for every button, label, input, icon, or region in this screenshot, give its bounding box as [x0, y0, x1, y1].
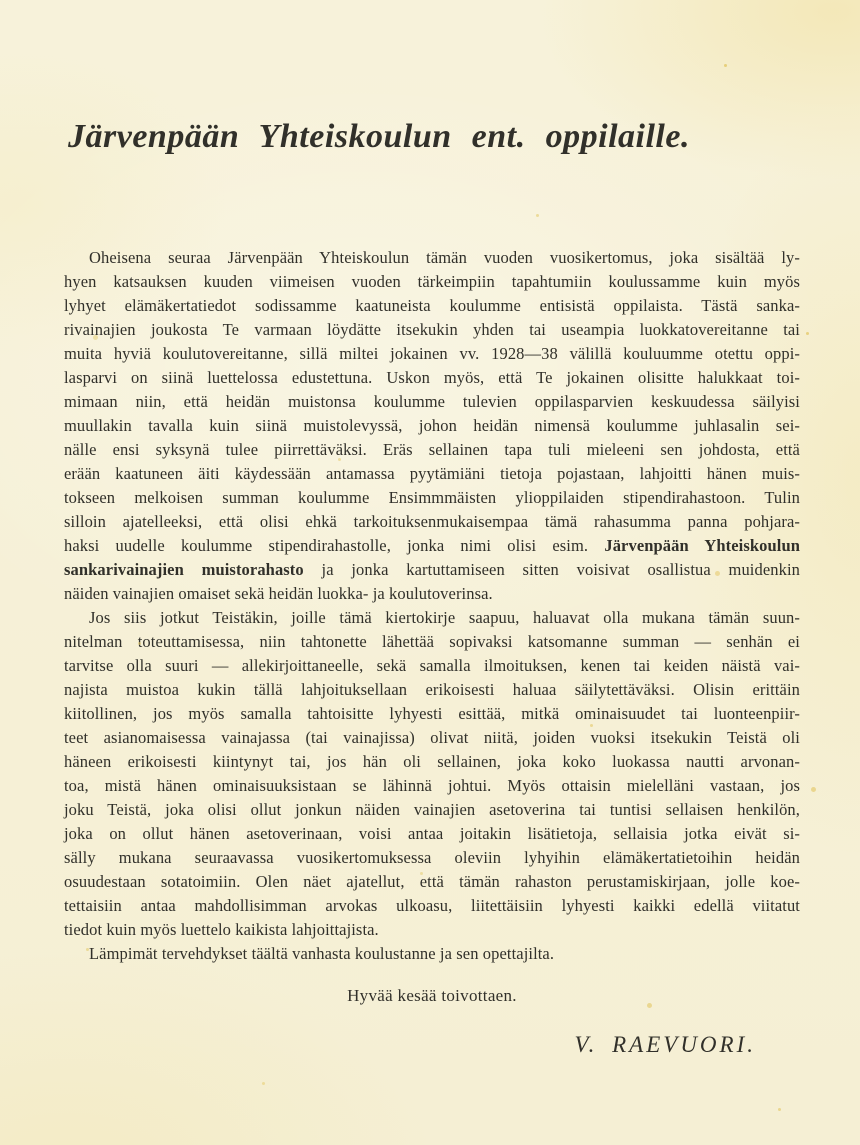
text-line [64, 414, 800, 438]
text-line [64, 294, 800, 318]
text-line [64, 462, 800, 486]
bold-text-segment: Järvenpään Yhteiskoulun [604, 536, 800, 555]
text-segment: Lämpimät tervehdykset täältä vanhasta koulustanne ja sen opettajilta. [89, 944, 555, 963]
text-segment: kiitollinen, jos myös samalla tahtoisitte lyhyesti esittää, mitkä ominaisuudet tai luonteenpiir- [64, 704, 800, 723]
text-segment: sälly mukana seuraavassa vuosikertomuksessa oleviin lyhyihin elämäkertatietoihin heidän [64, 848, 800, 867]
text-line [64, 438, 800, 462]
closing-line: Hyvää kesää toivottaen. [347, 986, 517, 1005]
signature: V. RAEVUORI. [574, 1032, 756, 1057]
text-segment: muita hyviä koulutovereitanne, sillä miltei jokainen vv. 1928—38 välillä kouluumme otettu oppi- [64, 344, 800, 363]
paragraph [64, 246, 800, 606]
text-line [64, 630, 800, 654]
text-segment: joku Teistä, joka olisi ollut jonkun näiden vainajien asetoverina tai tuntisi sellaisen henkilön, [64, 800, 800, 819]
text-segment: nitelman toteuttamisessa, niin tahtonette lähettää sopivaksi katsomanne summan — senhän ei [64, 632, 800, 651]
text-segment: hyen katsauksen kuuden viimeisen vuoden tärkeimpiin tapahtumiin koulussamme kuin myös [64, 272, 800, 291]
text-segment: muullakin tavalla kuin siinä muistolevyssä, johon heidän nimensä koulumme juhlasalin sei- [64, 416, 800, 435]
text-line [64, 894, 800, 918]
text-line [64, 942, 800, 966]
text-line [64, 558, 800, 582]
text-segment: lyhyet elämäkertatiedot sodissamme kaatuneista koulumme entisistä oppilaista. Tästä sanka- [64, 296, 800, 315]
text-segment: toa, mistä hänen ominaisuuksistaan se lähinnä johtui. Myös ottaisin mielelläni vastaan, jos [64, 776, 800, 795]
text-line [64, 654, 800, 678]
text-line [64, 678, 800, 702]
text-line [64, 846, 800, 870]
text-segment: nälle ensi syksynä tulee piirrettäväksi. Eräs sellainen tapa tuli mieleeni sen johdosta, että [64, 440, 800, 459]
text-line [64, 366, 800, 390]
text-segment: tettaisiin antaa mahdollisimman arvokas ulkoasu, liitettäisiin lyhyesti kaikki edellä viitatut [64, 896, 800, 915]
text-segment: ja jonka kartuttamiseen sitten voisivat osallistua muidenkin [303, 560, 800, 579]
text-line [64, 774, 800, 798]
text-line [64, 318, 800, 342]
text-line [64, 918, 800, 942]
text-segment: osuudestaan sotatoimiin. Olen näet ajatellut, että tämän rahaston perustamiskirjaan, jolle koe- [64, 872, 800, 891]
text-segment: teet asianomaisessa vainajassa (tai vainajissa) olivat niitä, joiden vuoksi itsekukin Teistä oli [64, 728, 800, 747]
page-content [64, 118, 800, 1058]
text-segment: tokseen melkoisen summan koulumme Ensimmmäisten ylioppilaiden stipendirahastoon. Tulin [64, 488, 800, 507]
document-title: Järvenpään Yhteiskoulun ent. oppilaille. [68, 118, 690, 155]
text-line [64, 246, 800, 270]
text-line [64, 750, 800, 774]
text-line [64, 390, 800, 414]
text-line [64, 342, 800, 366]
text-segment: erään kaatuneen äiti käydessään antamassa pyytämiäni tietoja pojastaan, lahjoitti hänen muis- [64, 464, 800, 483]
text-line [64, 798, 800, 822]
text-segment: najista muistoa kukin tällä lahjoituksellaan erikoisesti haluaa säilytettäväksi. Olisin erittäin [64, 680, 800, 699]
text-line [64, 702, 800, 726]
text-line [64, 270, 800, 294]
text-segment: Oheisena seuraa Järvenpään Yhteiskoulun tämän vuoden vuosikertomus, joka sisältää ly- [89, 248, 800, 267]
text-segment: Jos siis jotkut Teistäkin, joille tämä kiertokirje saapuu, haluavat olla mukana tämän suun- [89, 608, 800, 627]
paragraph [64, 942, 800, 966]
text-segment: mimaan niin, että heidän muistonsa koulumme tulevien oppilasparvien keskuudessa säilyisi [64, 392, 800, 411]
text-segment: lasparvi on siinä luettelossa edustettuna. Uskon myös, että Te jokainen olisitte halukkaat toi- [64, 368, 800, 387]
text-segment: haksi uudelle koulumme stipendirahastolle, jonka nimi olisi esim. [64, 536, 605, 555]
text-line [64, 510, 800, 534]
text-line [64, 822, 800, 846]
document-body [64, 246, 800, 966]
text-line [64, 606, 800, 630]
text-line [64, 870, 800, 894]
text-segment: rivainajien joukosta Te varmaan löydätte itsekukin yhden tai useampia luokkatovereitanne tai [64, 320, 800, 339]
text-line [64, 534, 800, 558]
text-segment: tiedot kuin myös luettelo kaikista lahjoittajista. [64, 920, 379, 939]
text-segment: joka on ollut hänen asetoverinaan, voisi antaa joitakin lisätietoja, sellaisia jotka eivät si- [64, 824, 800, 843]
text-segment: silloin ajatelleeksi, että olisi ehkä tarkoituksenmukaisempaa tämä rahasumma panna pohjara- [64, 512, 800, 531]
text-segment: näiden vainajien omaiset sekä heidän luokka- ja koulutoverinsa. [64, 584, 493, 603]
text-line [64, 582, 800, 606]
text-line [64, 486, 800, 510]
bold-text-segment: sankarivainajien muistorahasto [64, 560, 304, 579]
text-segment: häneen erikoisesti kiintynyt tai, jos hän oli sellainen, joka koko luokassa nautti arvonan- [64, 752, 800, 771]
paragraph [64, 606, 800, 942]
text-line [64, 726, 800, 750]
text-segment: tarvitse olla suuri — allekirjoittaneelle, sekä samalla ilmoituksen, kenen tai keiden näistä vai- [64, 656, 800, 675]
